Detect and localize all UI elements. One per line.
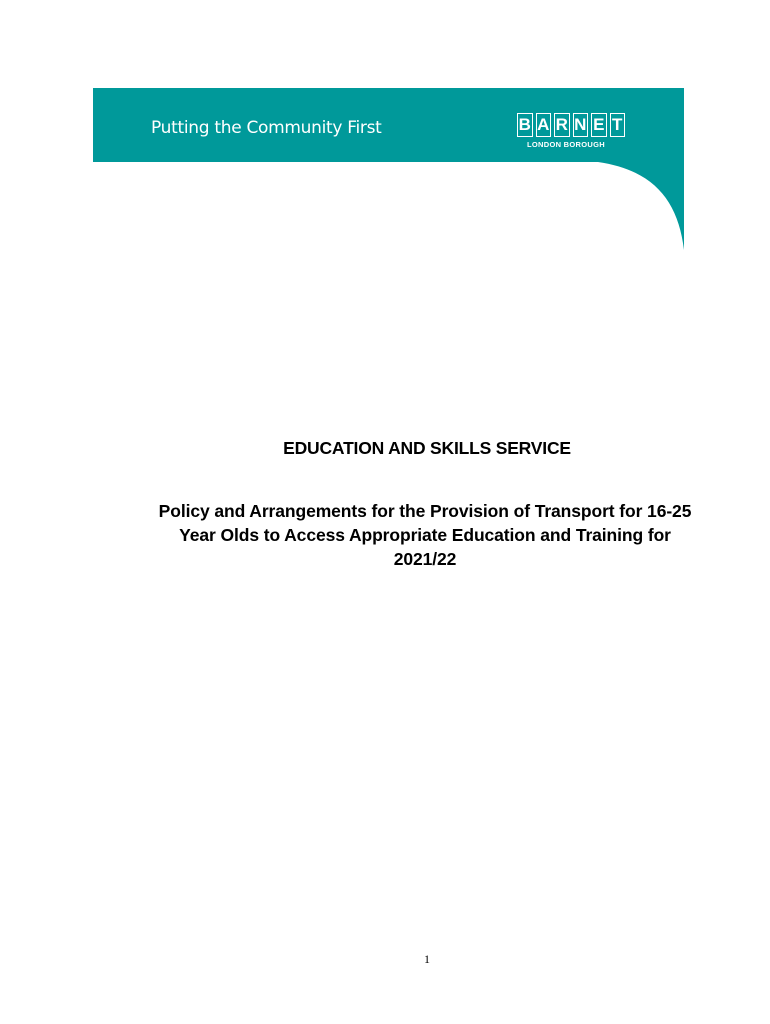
tagline: Putting the Community First [151,118,382,138]
header-banner [93,88,684,250]
policy-title [90,499,760,571]
policy-title-line: Policy and Arrangements for the Provision of Transport for 16-25 [158,501,692,521]
logo-subtitle: LONDON BOROUGH [527,140,605,149]
service-heading: EDUCATION AND SKILLS SERVICE [283,438,571,458]
logo-letter: A [536,113,552,137]
policy-title-line: 2021/22 [393,549,457,569]
logo-letters [517,113,625,137]
logo-letter: R [554,113,570,137]
logo-letter: N [573,113,589,137]
policy-title-line: Year Olds to Access Appropriate Education and Training for [179,525,671,545]
logo-letter: E [591,113,607,137]
barnet-logo [517,113,625,149]
logo-letter: B [517,113,533,137]
page-number: 1 [424,952,430,966]
logo-letter: T [610,113,626,137]
